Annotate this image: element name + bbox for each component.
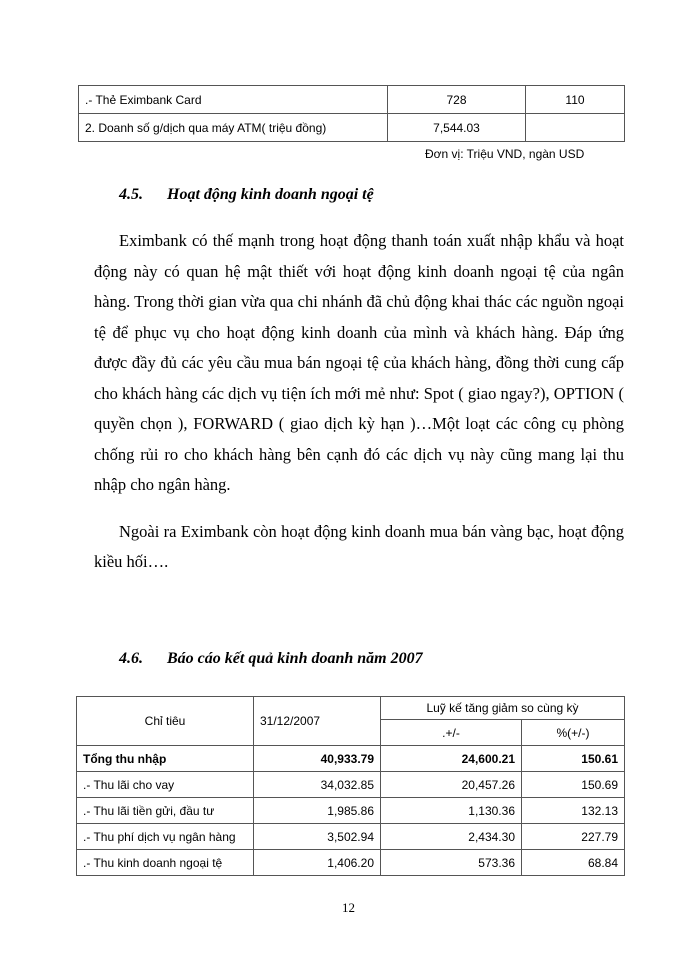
cell: 150.69 — [522, 772, 625, 798]
cell: 573.36 — [381, 850, 522, 876]
cell: 40,933.79 — [254, 746, 381, 772]
section-number: 4.6. — [119, 650, 143, 667]
row-label: .- Thẻ Eximbank Card — [79, 86, 388, 114]
section-heading-4-6 — [119, 650, 423, 668]
header-cell: %(+/-) — [522, 720, 625, 746]
cell: 34,032.85 — [254, 772, 381, 798]
cell: 2,434.30 — [381, 824, 522, 850]
section-heading-4-5 — [119, 186, 374, 204]
section-title: Hoạt động kinh doanh ngoại tệ — [167, 186, 374, 203]
row-label: .- Thu lãi tiền gửi, đầu tư — [77, 798, 254, 824]
atm-card-table — [78, 85, 625, 142]
paragraph: Ngoài ra Eximbank còn hoạt động kinh doanh mua bán vàng bạc, hoạt động kiều hối…. — [94, 521, 624, 571]
table-row — [77, 798, 625, 824]
row-label: Tổng thu nhập — [77, 746, 254, 772]
paragraph: Eximbank có thế mạnh trong hoạt động thanh toán xuất nhập khẩu và hoạt động này có quan hệ mật thiết với hoạt động kinh doanh ngoại tệ của ngân hàng. Trong thời gian vừa qua chi nhánh đã chủ động khai thác các nguồn ngoại tệ để phục vụ cho hoạt động kinh doanh của mình và khách hàng. Đáp ứng được đầy đủ các yêu cầu mua bán ngoại tệ của khách hàng, đồng thời cung cấp cho khách hàng các dịch vụ tiện ích mới mẻ như: Spot ( giao ngay?), OPTION ( quyền chọn ), FORWARD ( giao dịch kỳ hạn )…Một loạt các công cụ phòng chống rủi ro cho khách hàng bên cạnh đó các dịch vụ này cũng mang lại thu nhập cho ngân hàng. — [94, 231, 624, 494]
table-row — [77, 772, 625, 798]
unit-note: Đơn vị: Triệu VND, ngàn USD — [425, 147, 585, 161]
cell: 1,985.86 — [254, 798, 381, 824]
header-cell: 31/12/2007 — [254, 697, 381, 746]
table-row — [77, 824, 625, 850]
cell — [526, 114, 625, 142]
row-label: .- Thu kinh doanh ngoại tệ — [77, 850, 254, 876]
header-cell: Chỉ tiêu — [77, 697, 254, 746]
table-row — [77, 850, 625, 876]
business-results-table — [76, 696, 625, 876]
cell: 68.84 — [522, 850, 625, 876]
page-number: 12 — [342, 900, 355, 915]
header-cell: Luỹ kế tăng giảm so cùng kỳ — [381, 697, 625, 720]
cell: 1,130.36 — [381, 798, 522, 824]
cell: 7,544.03 — [388, 114, 526, 142]
cell: 132.13 — [522, 798, 625, 824]
cell: 728 — [388, 86, 526, 114]
row-label: .- Thu lãi cho vay — [77, 772, 254, 798]
table-row — [79, 86, 625, 114]
cell: 3,502.94 — [254, 824, 381, 850]
table-row — [79, 114, 625, 142]
cell: 110 — [526, 86, 625, 114]
cell: 24,600.21 — [381, 746, 522, 772]
table-row — [77, 746, 625, 772]
cell: 1,406.20 — [254, 850, 381, 876]
cell: 20,457.26 — [381, 772, 522, 798]
cell: 227.79 — [522, 824, 625, 850]
row-label: 2. Doanh số g/dịch qua máy ATM( triệu đồng) — [79, 114, 388, 142]
header-row — [77, 697, 625, 720]
cell: 150.61 — [522, 746, 625, 772]
section-title: Báo cáo kết quả kinh doanh năm 2007 — [167, 650, 423, 667]
section-number: 4.5. — [119, 186, 143, 203]
section-body — [94, 226, 624, 578]
header-cell: .+/- — [381, 720, 522, 746]
row-label: .- Thu phí dịch vụ ngân hàng — [77, 824, 254, 850]
